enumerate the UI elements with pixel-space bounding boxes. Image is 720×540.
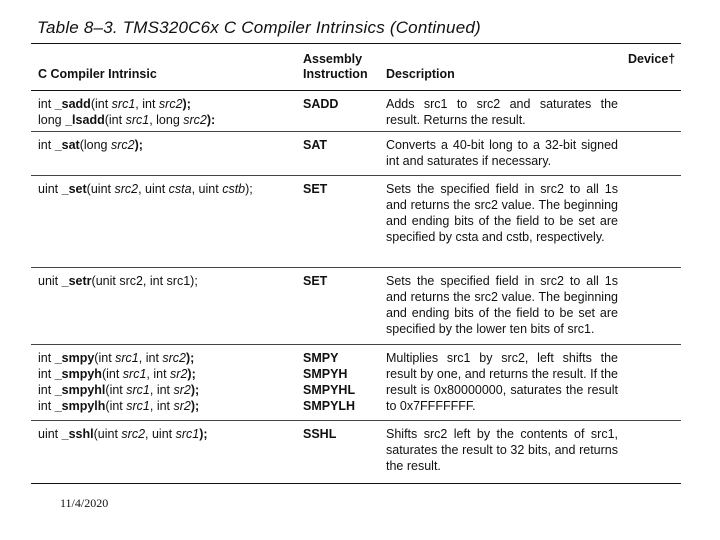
punctuation: );	[186, 351, 195, 365]
assembly-cell	[303, 426, 383, 442]
table-title: Table 8–3. TMS320C6x C Compiler Intrinsics (Continued)	[37, 18, 481, 37]
intrinsic-line	[38, 398, 298, 414]
intrinsic-line	[38, 96, 298, 112]
param-name: csta	[168, 182, 192, 196]
return-type: int	[38, 351, 55, 365]
assembly-instruction: SET	[303, 274, 328, 288]
intrinsic-name: _set	[61, 182, 87, 196]
param-name: cstb	[222, 182, 246, 196]
param-name: src2	[158, 97, 183, 111]
punctuation: );	[187, 367, 196, 381]
intrinsic-line	[38, 350, 298, 366]
param-type: , int	[138, 351, 163, 365]
intrinsic-cell	[38, 350, 298, 414]
punctuation: );	[190, 399, 200, 413]
param-type: (int	[104, 113, 126, 127]
intrinsic-name: _smpyh	[54, 367, 102, 381]
header-assembly: Assembly Instruction	[303, 52, 368, 81]
param-type: (int	[101, 367, 123, 381]
param-type: (int	[90, 97, 112, 111]
param-type: , uint	[145, 427, 176, 441]
assembly-instruction: SET	[303, 182, 328, 196]
assembly-instruction: SMPYLH	[303, 399, 356, 413]
intrinsic-line	[38, 366, 298, 382]
param-type: , int	[135, 97, 159, 111]
intrinsic-cell	[38, 426, 298, 442]
intrinsic-name: _smpylh	[54, 399, 106, 413]
description-cell: Shifts src2 left by the contents of src1, saturates the result to 32 bits, and returns the result.	[386, 427, 618, 473]
param-type: (int	[105, 383, 127, 397]
return-type: uint	[38, 427, 62, 441]
intrinsic-line	[38, 273, 298, 289]
return-type: int	[38, 383, 55, 397]
intrinsic-name: _sadd	[54, 97, 91, 111]
intrinsic-cell	[38, 137, 298, 153]
param-type: (int	[94, 351, 116, 365]
param-type: , int	[149, 399, 174, 413]
description-cell: Multiplies src1 by src2, left shifts the result by one, and returns the result. If the result is 0x80000000, saturates the result to 0x7FFFFFFF.	[386, 351, 618, 413]
param-type: , int	[146, 367, 171, 381]
parameters: (unit src2, int src1);	[91, 274, 198, 288]
assembly-cell	[303, 137, 383, 153]
punctuation: );	[190, 383, 200, 397]
intrinsic-name: _smpy	[54, 351, 95, 365]
param-name: src2	[121, 427, 146, 441]
assembly-cell	[303, 350, 383, 414]
param-name: src1	[125, 113, 150, 127]
return-type: int	[38, 367, 55, 381]
assembly-cell	[303, 181, 383, 197]
param-type: , long	[149, 113, 184, 127]
assembly-instruction: SMPYH	[303, 367, 348, 381]
param-name: sr2	[173, 399, 191, 413]
intrinsic-name: _setr	[61, 274, 92, 288]
assembly-instruction: SAT	[303, 138, 328, 152]
param-type: (long	[79, 138, 111, 152]
return-type: long	[38, 113, 66, 127]
return-type: int	[38, 97, 55, 111]
intrinsic-name: _sat	[54, 138, 80, 152]
header-description: Description	[386, 67, 455, 81]
intrinsic-cell	[38, 96, 298, 128]
param-type: , uint	[138, 182, 169, 196]
param-name: src1	[126, 383, 150, 397]
intrinsic-line	[38, 382, 298, 398]
intrinsic-name: _sshl	[61, 427, 94, 441]
param-type: (uint	[93, 427, 122, 441]
intrinsic-name: _lsadd	[65, 113, 105, 127]
table-row	[31, 91, 681, 132]
return-type: unit	[38, 274, 62, 288]
assembly-instruction: SSHL	[303, 427, 337, 441]
return-type: uint	[38, 182, 62, 196]
description-cell: Sets the specified field in src2 to all 1s and returns the src2 value. The beginning and ending bits of the field to be set are specified by the lower ten bits of src1.	[386, 274, 618, 336]
param-name: src1	[115, 351, 139, 365]
table-row	[31, 132, 681, 176]
assembly-instruction: SMPY	[303, 351, 339, 365]
punctuation: );	[245, 182, 253, 196]
header-intrinsic: C Compiler Intrinsic	[38, 67, 157, 81]
punctuation: );	[199, 427, 208, 441]
param-name: src1	[126, 399, 150, 413]
param-name: src2	[162, 351, 187, 365]
param-name: src2	[183, 113, 207, 127]
param-name: src1	[111, 97, 136, 111]
punctuation: );	[134, 138, 143, 152]
punctuation: );	[182, 97, 191, 111]
description-cell: Adds src1 to src2 and saturates the result. Returns the result.	[386, 97, 618, 127]
table-header	[31, 44, 681, 91]
param-name: src1	[122, 367, 147, 381]
intrinsic-line	[38, 137, 298, 153]
param-type: (int	[105, 399, 127, 413]
table-row	[31, 268, 681, 345]
param-name: src1	[175, 427, 200, 441]
header-device: Device†	[628, 52, 676, 66]
table-row	[31, 345, 681, 421]
table-row	[31, 176, 681, 268]
param-name: src2	[111, 138, 135, 152]
param-type: , uint	[191, 182, 223, 196]
intrinsic-cell	[38, 181, 298, 197]
footer-date: 11/4/2020	[60, 496, 109, 510]
intrinsic-cell	[38, 273, 298, 289]
description-cell: Sets the specified field in src2 to all 1s and returns the src2 value. The beginning and ending bits of the field to be set are specified by csta and cstb, respectively.	[386, 182, 618, 244]
param-name: src2	[114, 182, 139, 196]
assembly-cell	[303, 273, 383, 289]
intrinsic-line	[38, 112, 298, 128]
description-cell: Converts a 40-bit long to a 32-bit signed int and saturates if necessary.	[386, 138, 618, 168]
param-type: (uint	[86, 182, 115, 196]
intrinsic-line	[38, 426, 298, 442]
param-name: sr2	[170, 367, 188, 381]
assembly-instruction: SMPYHL	[303, 383, 356, 397]
param-type: , int	[149, 383, 174, 397]
punctuation: ):	[206, 113, 216, 127]
intrinsics-table	[31, 43, 681, 484]
table-row	[31, 421, 681, 481]
assembly-cell	[303, 96, 383, 112]
assembly-instruction: SADD	[303, 97, 339, 111]
return-type: int	[38, 138, 55, 152]
intrinsic-line	[38, 181, 298, 197]
intrinsic-name: _smpyhl	[54, 383, 106, 397]
param-name: sr2	[173, 383, 191, 397]
return-type: int	[38, 399, 55, 413]
